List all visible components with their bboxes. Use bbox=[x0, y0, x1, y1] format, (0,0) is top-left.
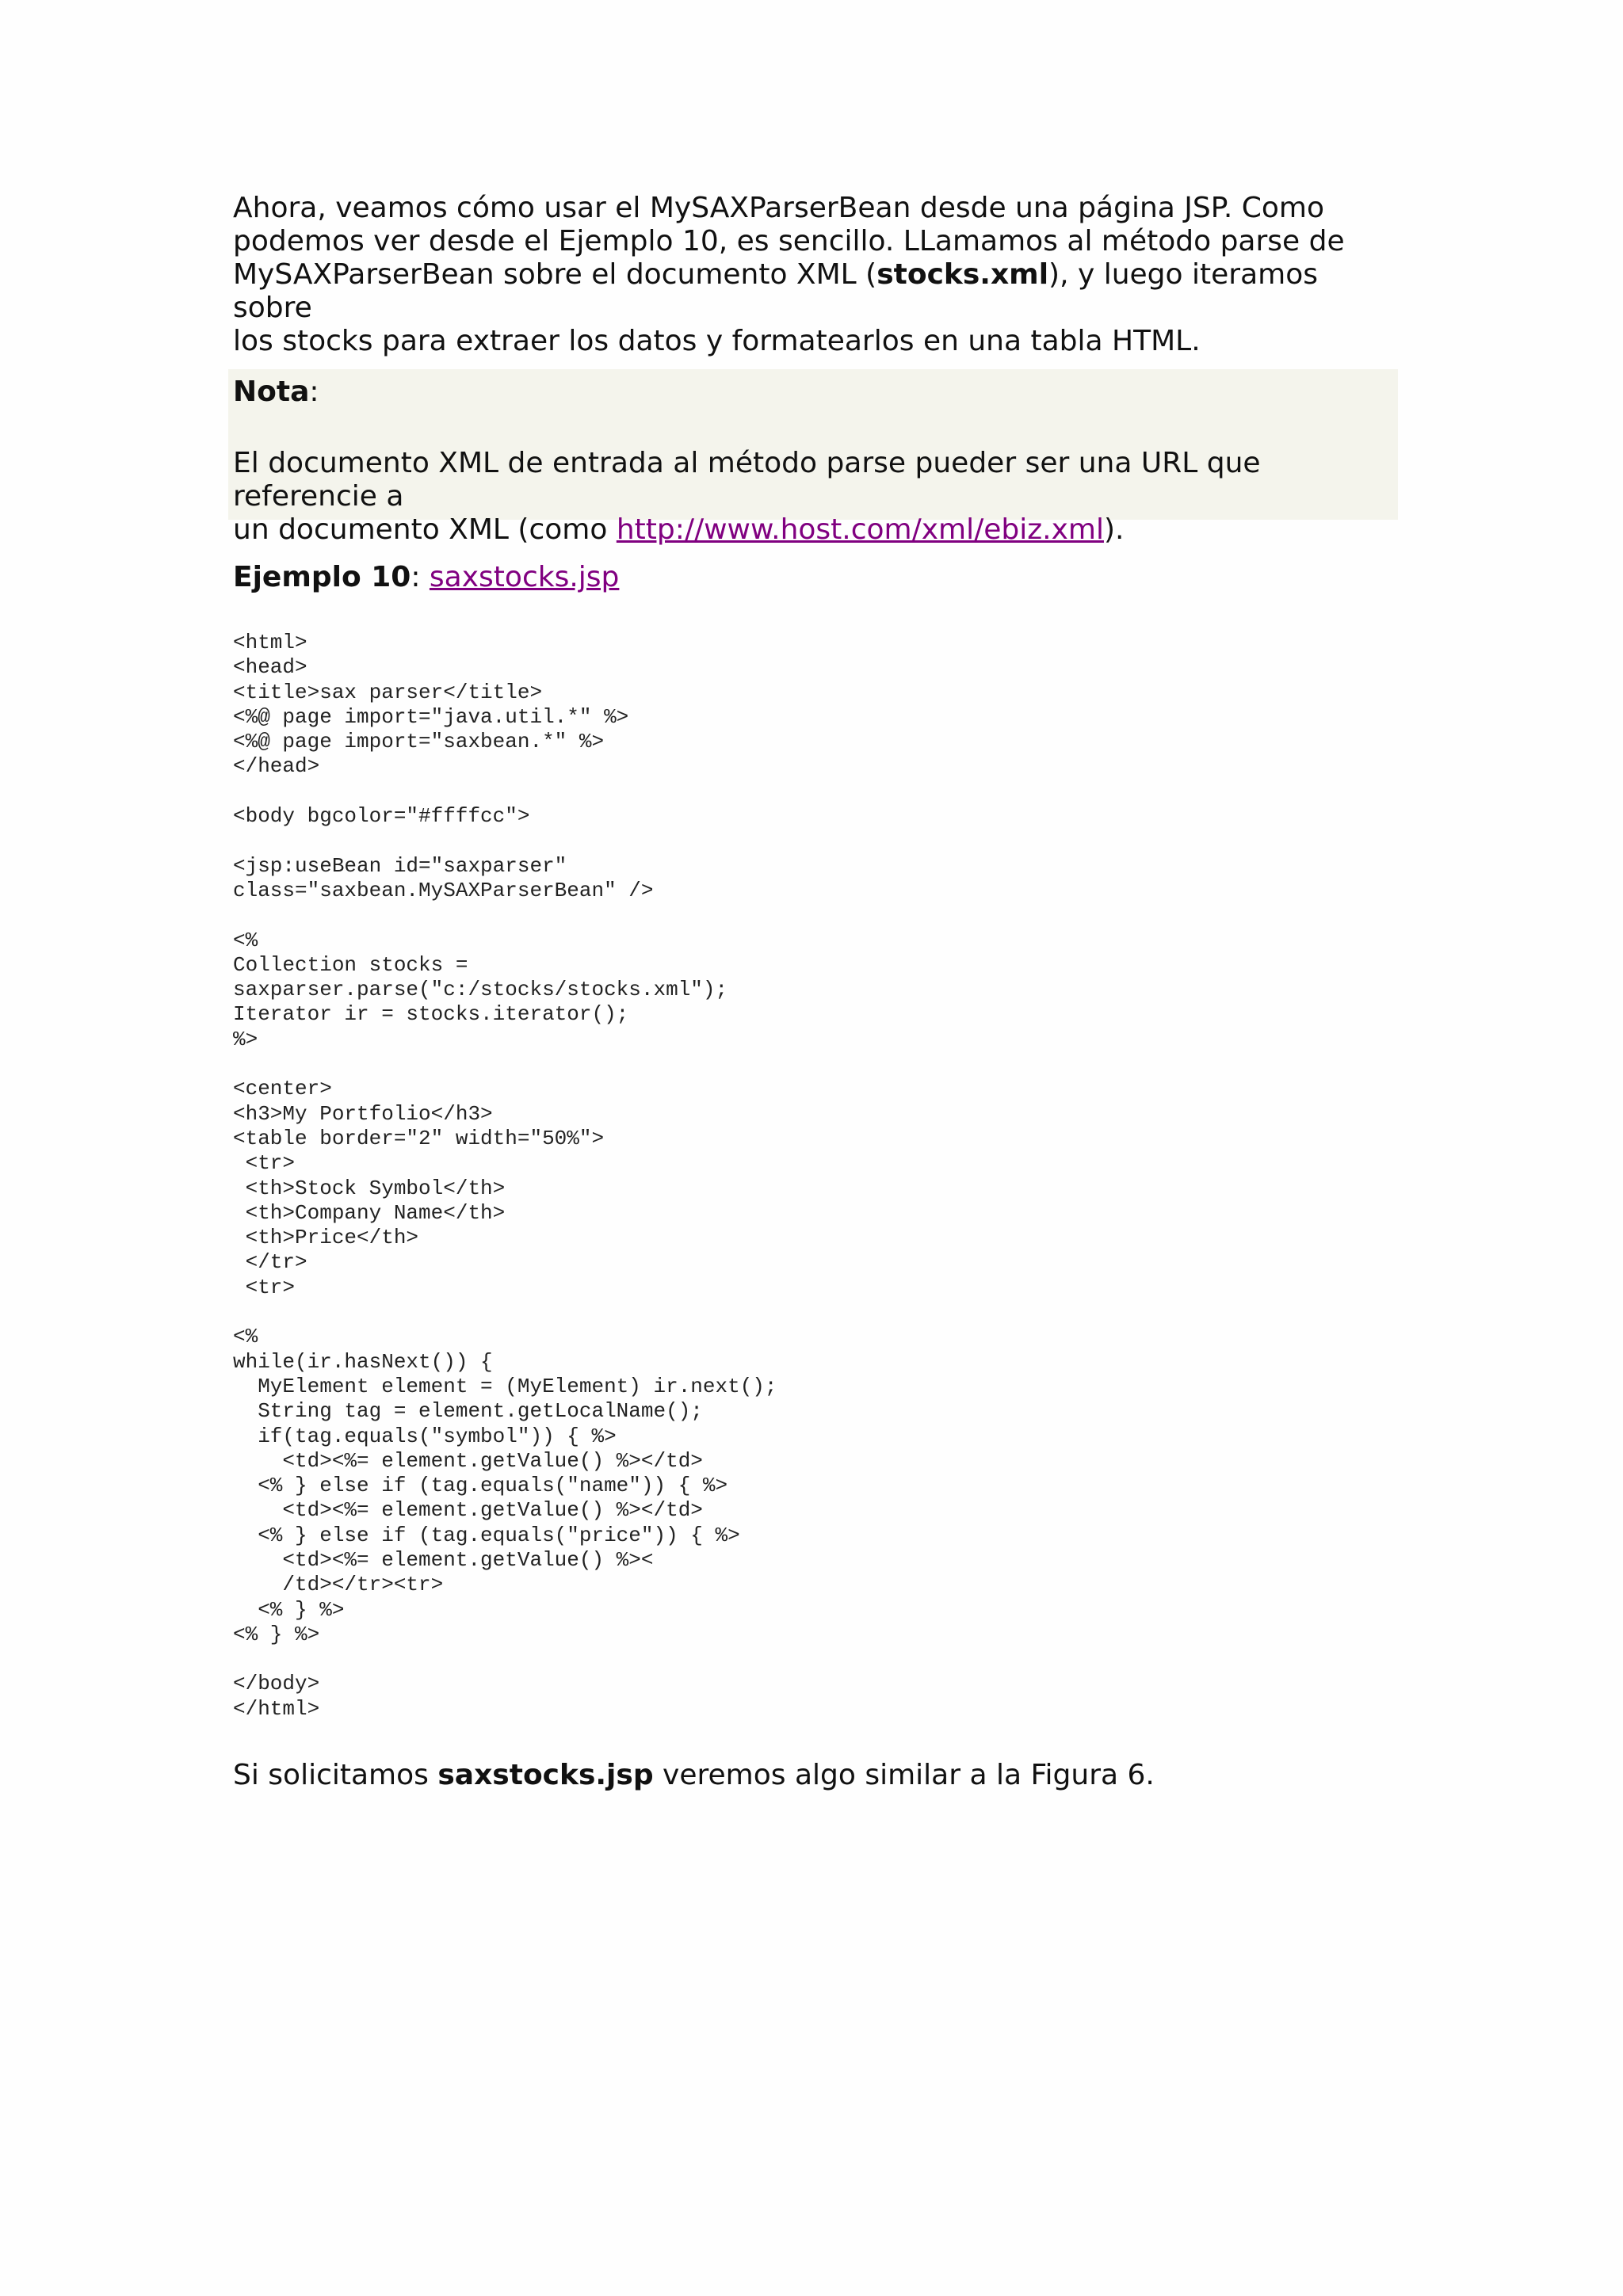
code-line: /td></tr><tr> bbox=[233, 1573, 444, 1597]
note-heading bbox=[233, 376, 319, 409]
note-text bbox=[233, 447, 1398, 547]
code-line: <table border="2" width="50%"> bbox=[233, 1126, 605, 1150]
code-line bbox=[233, 1052, 777, 1077]
closing-post: veremos algo similar a la Figura 6. bbox=[653, 1759, 1155, 1791]
code-line: <head> bbox=[233, 655, 307, 680]
code-line: <html> bbox=[233, 631, 307, 654]
code-line: MyElement element = (MyElement) ir.next(); bbox=[233, 1374, 777, 1398]
code-line: Iterator ir = stocks.iterator(); bbox=[233, 1002, 629, 1027]
code-line: <th>Stock Symbol</th> bbox=[233, 1176, 506, 1200]
code-line bbox=[233, 1300, 777, 1325]
stocks-xml-bold: stocks.xml bbox=[876, 258, 1049, 291]
code-line: Collection stocks = bbox=[233, 952, 468, 977]
intro-line-2: podemos ver desde el Ejemplo 10, es sencillo. LLamamos al método parse de bbox=[233, 225, 1345, 257]
code-line: </head> bbox=[233, 754, 320, 779]
example-title: Ejemplo 10 bbox=[233, 561, 411, 593]
code-line: <tr> bbox=[233, 1275, 296, 1299]
code-line bbox=[233, 829, 777, 853]
note-title-suffix: : bbox=[309, 376, 319, 408]
note-line-2-post: ). bbox=[1103, 513, 1125, 546]
code-line: saxparser.parse("c:/stocks/stocks.xml"); bbox=[233, 978, 728, 1002]
code-line: <h3>My Portfolio</h3> bbox=[233, 1101, 493, 1126]
example-separator: : bbox=[411, 561, 430, 593]
document-content bbox=[233, 192, 1398, 1791]
code-line: class="saxbean.MySAXParserBean" /> bbox=[233, 878, 654, 902]
code-line: <% } %> bbox=[233, 1597, 345, 1622]
code-line: <td><%= element.getValue() %>< bbox=[233, 1547, 654, 1572]
code-line: <th>Company Name</th> bbox=[233, 1200, 506, 1225]
code-line: %> bbox=[233, 1027, 258, 1051]
code-line: </body> bbox=[233, 1672, 320, 1696]
intro-line-4: los stocks para extraer los datos y formatearlos en una tabla HTML. bbox=[233, 325, 1201, 357]
code-line: </html> bbox=[233, 1696, 320, 1721]
closing-bold: saxstocks.jsp bbox=[437, 1759, 654, 1791]
saxstocks-jsp-link[interactable]: saxstocks.jsp bbox=[429, 561, 620, 593]
note-line-2-pre: un documento XML (como bbox=[233, 513, 617, 546]
code-line: <%@ page import="java.util.*" %> bbox=[233, 704, 629, 729]
code-line: <% } else if (tag.equals("price")) { %> bbox=[233, 1523, 740, 1547]
code-line bbox=[233, 1647, 777, 1672]
closing-paragraph bbox=[233, 1759, 1155, 1792]
ebiz-xml-link[interactable]: http://www.host.com/xml/ebiz.xml bbox=[616, 513, 1104, 546]
note-title: Nota bbox=[233, 376, 310, 408]
code-line: </tr> bbox=[233, 1250, 307, 1275]
code-line: <% bbox=[233, 928, 258, 952]
code-line: <title>sax parser</title> bbox=[233, 680, 543, 704]
code-line: <td><%= element.getValue() %></td> bbox=[233, 1448, 703, 1473]
code-line: <th>Price</th> bbox=[233, 1226, 419, 1250]
intro-line-3 bbox=[233, 258, 1398, 325]
code-listing bbox=[233, 631, 777, 1722]
closing-pre: Si solicitamos bbox=[233, 1759, 438, 1791]
code-line: <body bgcolor="#ffffcc"> bbox=[233, 804, 530, 829]
intro-line-3-pre: MySAXParserBean sobre el documento XML ( bbox=[233, 258, 877, 291]
code-line: <td><%= element.getValue() %></td> bbox=[233, 1498, 703, 1523]
intro-paragraph bbox=[233, 192, 1398, 358]
code-line: <center> bbox=[233, 1077, 332, 1101]
code-line bbox=[233, 903, 777, 928]
code-line: <%@ page import="saxbean.*" %> bbox=[233, 730, 605, 754]
code-line: <% bbox=[233, 1325, 258, 1349]
code-line: String tag = element.getLocalName(); bbox=[233, 1399, 703, 1424]
code-line: <tr> bbox=[233, 1151, 296, 1176]
note-line-2 bbox=[233, 513, 1398, 547]
note-line-1: El documento XML de entrada al método parse pueder ser una URL que referencie a bbox=[233, 447, 1261, 513]
code-line: if(tag.equals("symbol")) { %> bbox=[233, 1424, 617, 1448]
intro-line-1: Ahora, veamos cómo usar el MySAXParserBean desde una página JSP. Como bbox=[233, 192, 1324, 224]
intro-line-3-post: ), y luego iteramos sobre bbox=[233, 258, 1318, 324]
code-line: <% } %> bbox=[233, 1622, 320, 1646]
example-heading bbox=[233, 561, 619, 594]
code-line: while(ir.hasNext()) { bbox=[233, 1349, 493, 1374]
code-line: <jsp:useBean id="saxparser" bbox=[233, 853, 567, 878]
code-line bbox=[233, 780, 777, 804]
code-line: <% } else if (tag.equals("name")) { %> bbox=[233, 1474, 728, 1498]
